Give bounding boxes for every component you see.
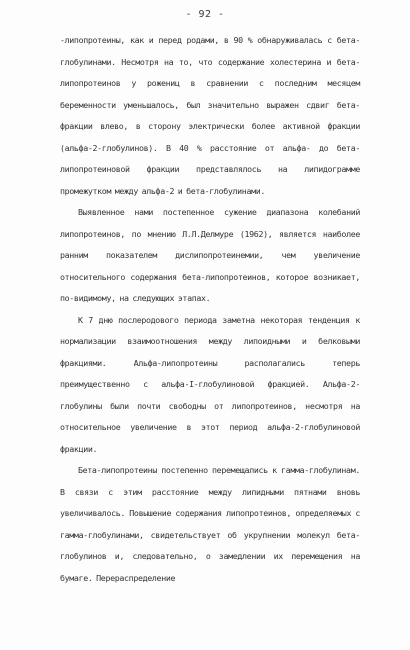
page-number: - 92 - (185, 9, 225, 20)
paragraph-continuation: -липопротеины, как и перед родами, в 90 % обнаруживалась с бета-глобулинами. Несмотря на то, что содержание холестерина и бета-липопротеинов у рожениц в сравнении с последним месяцем беременности уменьшалось, был значительно выражен сдвиг бета-фракции влево, в сторону электрически более активной фракции (альфа-2-глобулинов). В 40 % расстояние от альфа- до бета-липопротеиновой фракции представлялось на липидограмме промежутком между альфа-2 и бета-глобулинами. (60, 35, 360, 196)
body-text (60, 30, 360, 589)
paragraph-beta-lipoproteins: Бета-липопротеины постепенно перемещались к гамма-глобулинам. В связи с этим расстояние между липидными пятнами вновь увеличивалось. Повышение содержания липопротеинов, определяемых с гамма-глобулинами, свидетельствует об укрупнении молекул бета-глобулинов и, следовательно, о замедлении их перемещения на бумаге. Перераспределение (60, 465, 360, 583)
paragraph-day-7-postpartum: К 7 дню послеродового периода заметна некоторая тенденция к нормализации взаимоотношения между липоидными и белковыми фракциями. Альфа-липопротеины располагались теперь преимущественно с альфа-I-глобулиновой фракцией. Альфа-2-глобулины были почти свободны от липопротеинов, несмотря на относительное увеличение в этот период альфа-2-глобулиновой фракции. (60, 314, 360, 454)
paragraph-dislipoproteinemia: Выявленное нами постепенное сужение диапазона колебаний липопротеинов, по мнению Л.Л.Делмуре (1962), является наиболее ранним показателем дислипопротеинемии, чем увеличение относительного содержания бета-липопротеинов, которое возникает, по-видимому, на следующих этапах. (60, 207, 360, 303)
